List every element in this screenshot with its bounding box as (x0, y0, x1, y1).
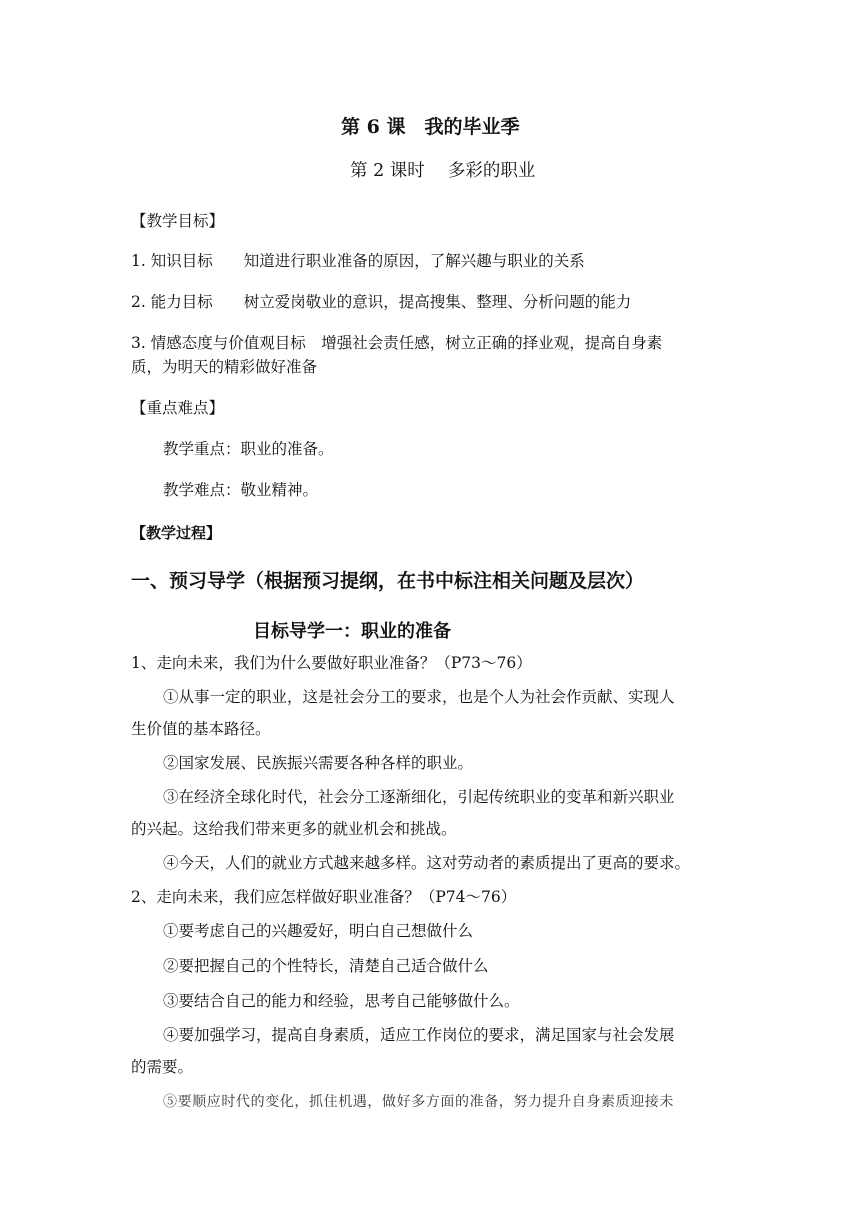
objectives-heading: 【教学目标】 (131, 212, 225, 230)
section-preview-heading: 一、预习导学（根据预习提纲，在书中标注相关问题及层次） (131, 570, 645, 592)
objective-attitude-cont: 质，为明天的精彩做好准备 (131, 358, 318, 376)
goal-heading: 目标导学一：职业的准备 (253, 621, 451, 642)
answer-1-3: ③在经济全球化时代，社会分工逐渐细化，引起传统职业的变革和新兴职业 (163, 788, 675, 806)
process-heading: 【教学过程】 (131, 524, 222, 542)
answer-1-4: ④今天，人们的就业方式越来越多样。这对劳动者的素质提出了更高的要求。 (163, 854, 691, 872)
answer-1-2: ②国家发展、民族振兴需要各种各样的职业。 (163, 754, 474, 772)
answer-2-5: ⑤要顺应时代的变化，抓住机遇，做好多方面的准备，努力提升自身素质迎接未 (163, 1094, 674, 1110)
answer-2-2: ②要把握自己的个性特长，清楚自己适合做什么 (163, 957, 489, 975)
answer-2-3: ③要结合自己的能力和经验，思考自己能够做什么。 (163, 992, 520, 1010)
page-title: 第 6 课 我的毕业季 (341, 116, 520, 138)
teaching-focus: 教学重点：职业的准备。 (163, 440, 334, 458)
key-points-heading: 【重点难点】 (131, 399, 225, 417)
objective-attitude: 3. 情感态度与价值观目标 增强社会责任感，树立正确的择业观，提高自身素 (131, 334, 663, 352)
objective-knowledge: 1. 知识目标 知道进行职业准备的原因，了解兴趣与职业的关系 (131, 252, 585, 270)
answer-2-4: ④要加强学习，提高自身素质，适应工作岗位的要求，满足国家与社会发展 (163, 1026, 675, 1044)
page-subtitle: 第 2 课时 多彩的职业 (350, 161, 536, 181)
answer-1-1-cont: 生价值的基本路径。 (131, 720, 271, 738)
objective-ability: 2. 能力目标 树立爱岗敬业的意识，提高搜集、整理、分析问题的能力 (131, 293, 632, 311)
answer-2-1: ①要考虑自己的兴趣爱好，明白自己想做什么 (163, 922, 474, 940)
answer-1-3-cont: 的兴起。这给我们带来更多的就业机会和挑战。 (131, 820, 457, 838)
question-2: 2、走向未来，我们应怎样做好职业准备？（P74～76） (131, 888, 517, 906)
answer-1-1: ①从事一定的职业，这是社会分工的要求，也是个人为社会作贡献、实现人 (163, 688, 675, 706)
teaching-difficulty: 教学难点：敬业精神。 (163, 481, 319, 499)
answer-2-4-cont: 的需要。 (131, 1058, 194, 1076)
question-1: 1、走向未来，我们为什么要做好职业准备？（P73～76） (131, 654, 532, 672)
